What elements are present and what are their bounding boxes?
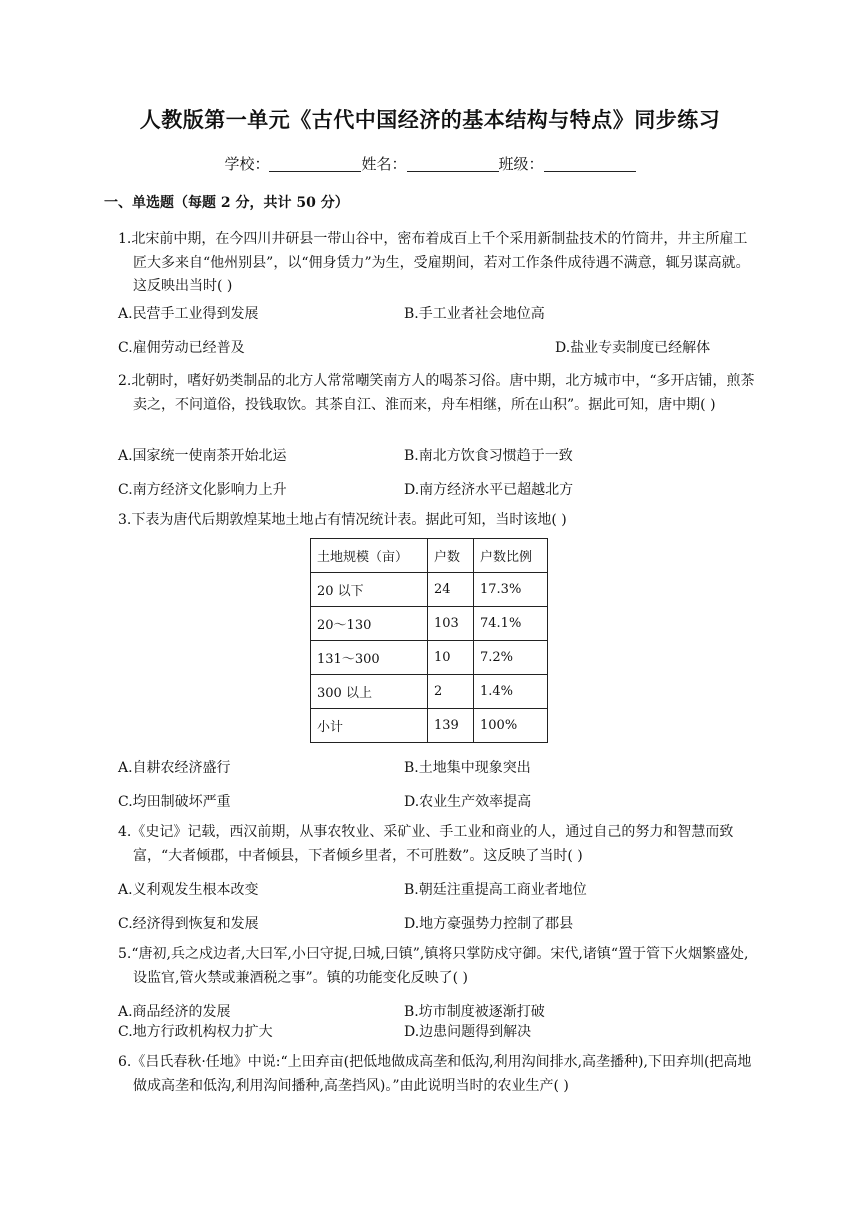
question-2: [118, 370, 758, 417]
table-cell: 7.2%: [474, 641, 548, 675]
question-stem: 4.《史记》记载，西汉前期，从事农牧业、采矿业、手工业和商业的人，通过自己的努力和智慧而致富，“大者倾郡，中者倾县，下者倾乡里者，不可胜数”。这反映了当时( ): [118, 824, 734, 864]
class-label: 班级：: [498, 155, 544, 173]
name-blank[interactable]: [407, 155, 499, 172]
option-b[interactable]: B.坊市制度被逐渐打破: [404, 1004, 545, 1020]
question-4: [118, 821, 758, 868]
table-row: [311, 573, 548, 607]
option-a[interactable]: A.民营手工业得到发展: [118, 306, 259, 322]
name-label: 姓名：: [361, 155, 407, 173]
table-cell: 24: [428, 573, 474, 607]
table-cell: 100%: [474, 709, 548, 743]
student-info-line: [0, 153, 860, 174]
option-d[interactable]: D.边患问题得到解决: [404, 1024, 532, 1040]
table-cell: 小计: [311, 709, 428, 743]
option-d[interactable]: D.盐业专卖制度已经解体: [555, 340, 711, 356]
question-stem: 2.北朝时，嗜好奶类制品的北方人常常嘲笑南方人的喝茶习俗。唐中期，北方城市中，“多开店铺，煎茶卖之，不问道俗，投钱取饮。其茶自江、淮而来，舟车相继，所在山积”。据此可知，唐中期( ): [118, 373, 755, 413]
option-b[interactable]: B.土地集中现象突出: [404, 760, 531, 776]
option-a[interactable]: A.义利观发生根本改变: [118, 882, 259, 898]
table-header-cell: 户数: [428, 539, 474, 573]
question-3: [118, 509, 758, 533]
option-c[interactable]: C.均田制破坏严重: [118, 794, 231, 810]
land-statistics-table: [310, 538, 548, 743]
section-heading: 一、单选题（每题 2 分，共计 50 分）: [104, 195, 349, 211]
table-cell: 1.4%: [474, 675, 548, 709]
option-d[interactable]: D.南方经济水平已超越北方: [404, 482, 574, 498]
table-cell: 2: [428, 675, 474, 709]
table-cell: 20～130: [311, 607, 428, 641]
option-c[interactable]: C.南方经济文化影响力上升: [118, 482, 287, 498]
table-row: [311, 709, 548, 743]
table-cell: 20 以下: [311, 573, 428, 607]
question-stem: 6.《吕氏春秋·任地》中说:“上田弃亩(把低地做成高垄和低沟,利用沟间排水,高垄播种),下田弃圳(把高地做成高垄和低沟,利用沟间播种,高垄挡风)。”由此说明当时的农业生产( ): [118, 1054, 752, 1094]
table-cell: 17.3%: [474, 573, 548, 607]
option-c[interactable]: C.经济得到恢复和发展: [118, 916, 259, 932]
question-stem: 3.下表为唐代后期敦煌某地土地占有情况统计表。据此可知，当时该地( ): [118, 512, 567, 528]
question-1: [118, 228, 758, 299]
option-a[interactable]: A.自耕农经济盛行: [118, 760, 231, 776]
table-cell: 139: [428, 709, 474, 743]
option-a[interactable]: A.国家统一使南茶开始北运: [118, 448, 287, 464]
school-label: 学校：: [224, 155, 270, 173]
page-title: 人教版第一单元《古代中国经济的基本结构与特点》同步练习: [139, 107, 721, 132]
table-row: [311, 641, 548, 675]
table-row: [311, 607, 548, 641]
table-header-cell: 户数比例: [474, 539, 548, 573]
table-header-cell: 土地规模（亩）: [311, 539, 428, 573]
table-cell: 300 以上: [311, 675, 428, 709]
table-header-row: [311, 539, 548, 573]
option-b[interactable]: B.朝廷注重提高工商业者地位: [404, 882, 587, 898]
question-stem: 1.北宋前中期，在今四川井研县一带山谷中，密布着成百上千个采用新制盐技术的竹筒井，井主所雇工匠大多来自“他州别县”，以“佣身赁力”为生，受雇期间，若对工作条件成待遇不满意，辄另谋高就。这反映出当时( ): [118, 231, 750, 294]
option-b[interactable]: B.手工业者社会地位高: [404, 306, 545, 322]
question-stem: 5.“唐初,兵之戍边者,大曰军,小曰守捉,曰城,曰镇”,镇将只掌防戍守御。宋代,诸镇“置于管下火烟繁盛处,设监官,管火禁或兼酒税之事”。镇的功能变化反映了( ): [118, 946, 749, 986]
table-cell: 74.1%: [474, 607, 548, 641]
question-5: [118, 943, 758, 990]
question-6: [118, 1051, 758, 1098]
option-b[interactable]: B.南北方饮食习惯趋于一致: [404, 448, 573, 464]
class-blank[interactable]: [544, 155, 636, 172]
table-cell: 10: [428, 641, 474, 675]
option-d[interactable]: D.农业生产效率提高: [404, 794, 532, 810]
option-c[interactable]: C.地方行政机构权力扩大: [118, 1024, 273, 1040]
table-row: [311, 675, 548, 709]
table-cell: 103: [428, 607, 474, 641]
option-c[interactable]: C.雇佣劳动已经普及: [118, 340, 245, 356]
option-a[interactable]: A.商品经济的发展: [118, 1004, 231, 1020]
table-cell: 131～300: [311, 641, 428, 675]
option-d[interactable]: D.地方豪强势力控制了郡县: [404, 916, 574, 932]
school-blank[interactable]: [269, 155, 361, 172]
